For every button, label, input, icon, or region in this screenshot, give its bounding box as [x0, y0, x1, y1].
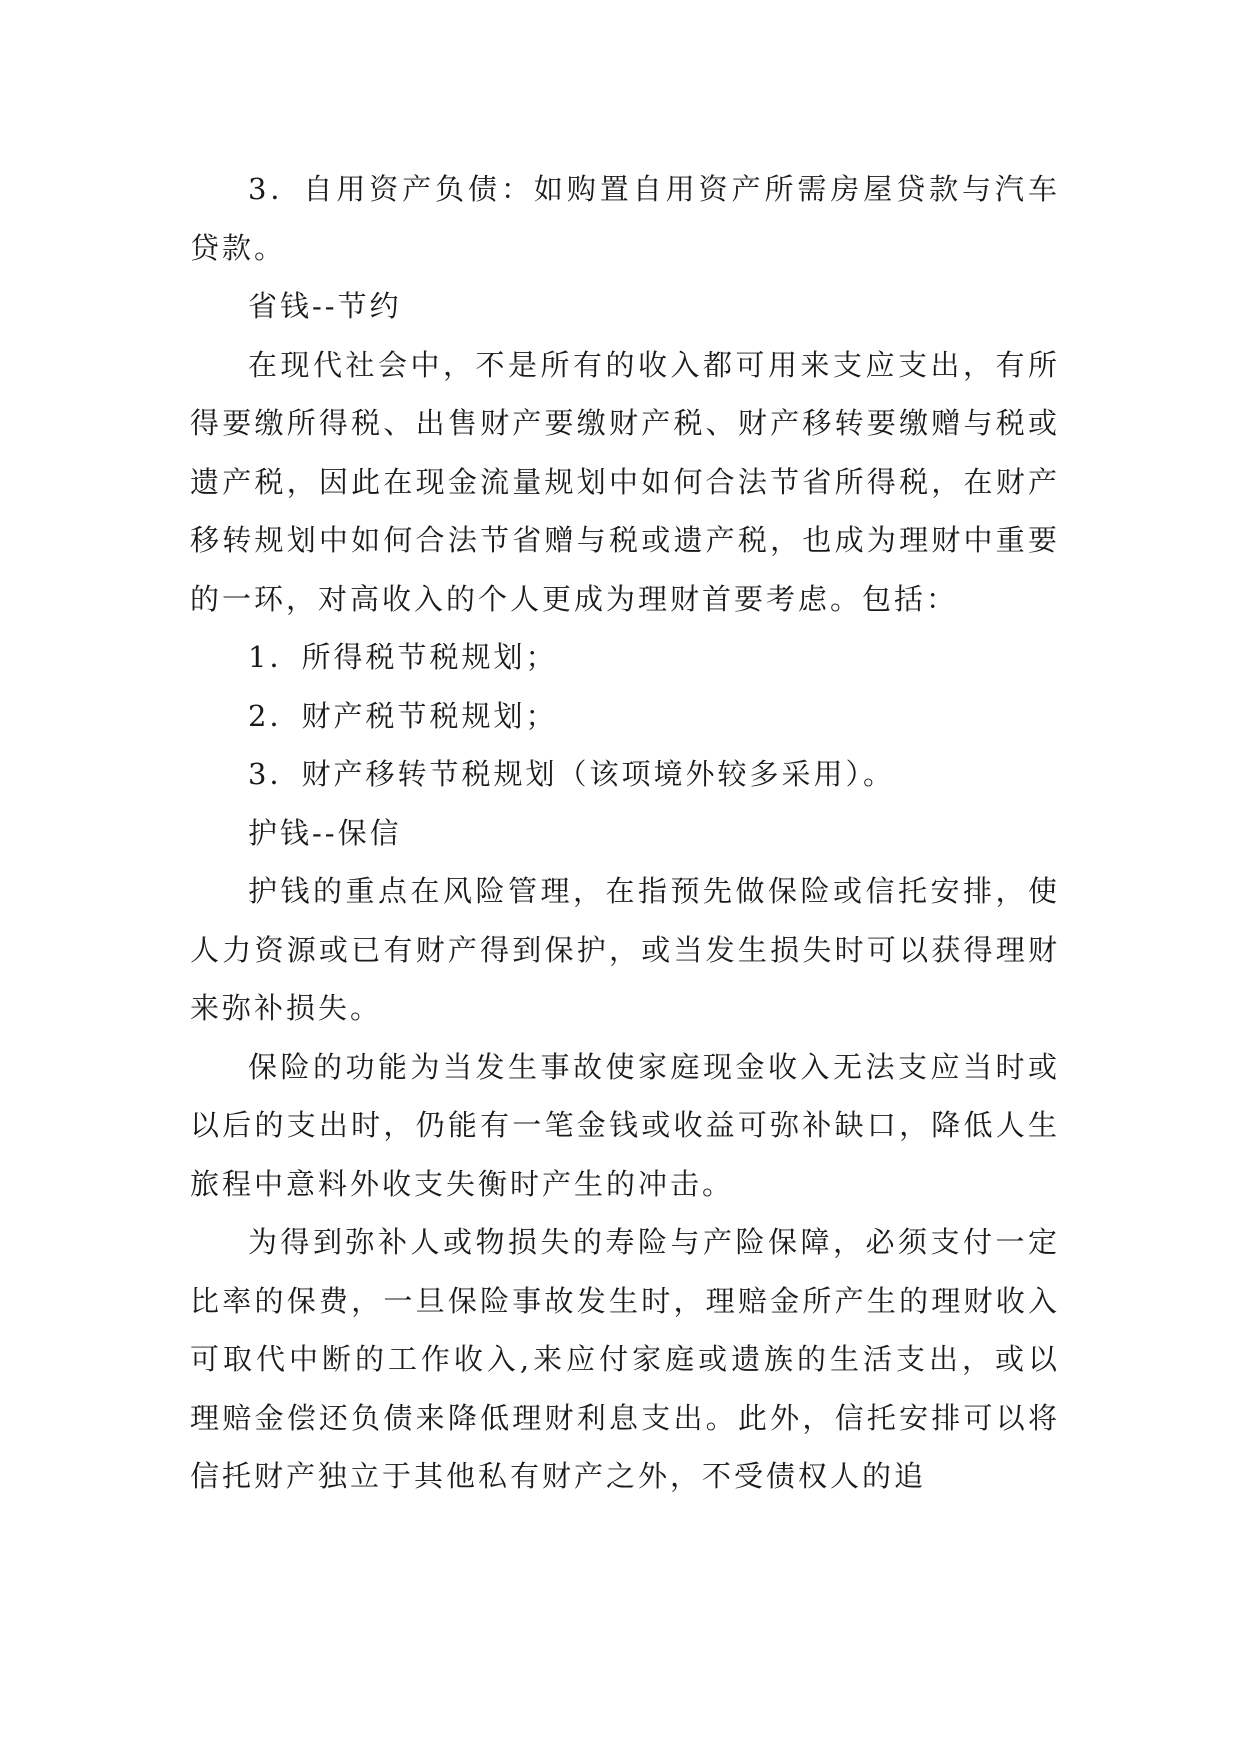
paragraph-tax-saving-intro: 在现代社会中，不是所有的收入都可用来支应支出，有所得要缴所得税、出售财产要缴财产税、财产移转要缴赠与税或遗产税，因此在现金流量规划中如何合法节省所得税，在财产移转规划中如何合法节省赠与税或遗产税，也成为理财中重要的一环，对高收入的个人更成为理财首要考虑。包括：	[190, 347, 1060, 616]
paragraph-risk-management: 护钱的重点在风险管理，在指预先做保险或信托安排，使人力资源或已有财产得到保护，或当发生损失时可以获得理财来弥补损失。	[190, 874, 1060, 1025]
paragraph-insurance-premium: 为得到弥补人或物损失的寿险与产险保障，必须支付一定比率的保费，一旦保险事故发生时，理赔金所产生的理财收入可取代中断的工作收入,来应付家庭或遗族的生活支出，或以理赔金偿还负债来降低理财利息支出。此外，信托安排可以将信托财产独立于其他私有财产之外，不受债权人的追	[190, 1225, 1060, 1493]
document-body	[190, 160, 1060, 1506]
heading-protect-money: 护钱--保信	[248, 815, 402, 850]
heading-save-money: 省钱--节约	[248, 289, 402, 323]
list-item-property-transfer-tax: 3．财产移转节税规划（该项境外较多采用）。	[248, 757, 895, 791]
list-item-income-tax: 1．所得税节税规划；	[248, 640, 558, 674]
paragraph-self-use-liabilities: 3．自用资产负债：如购置自用资产所需房屋贷款与汽车贷款。	[190, 172, 1060, 265]
list-item-property-tax: 2．财产税节税规划；	[248, 698, 558, 733]
paragraph-insurance-function: 保险的功能为当发生事故使家庭现金收入无法支应当时或以后的支出时，仍能有一笔金钱或收益可弥补缺口，降低人生旅程中意料外收支失衡时产生的冲击。	[190, 1049, 1060, 1201]
